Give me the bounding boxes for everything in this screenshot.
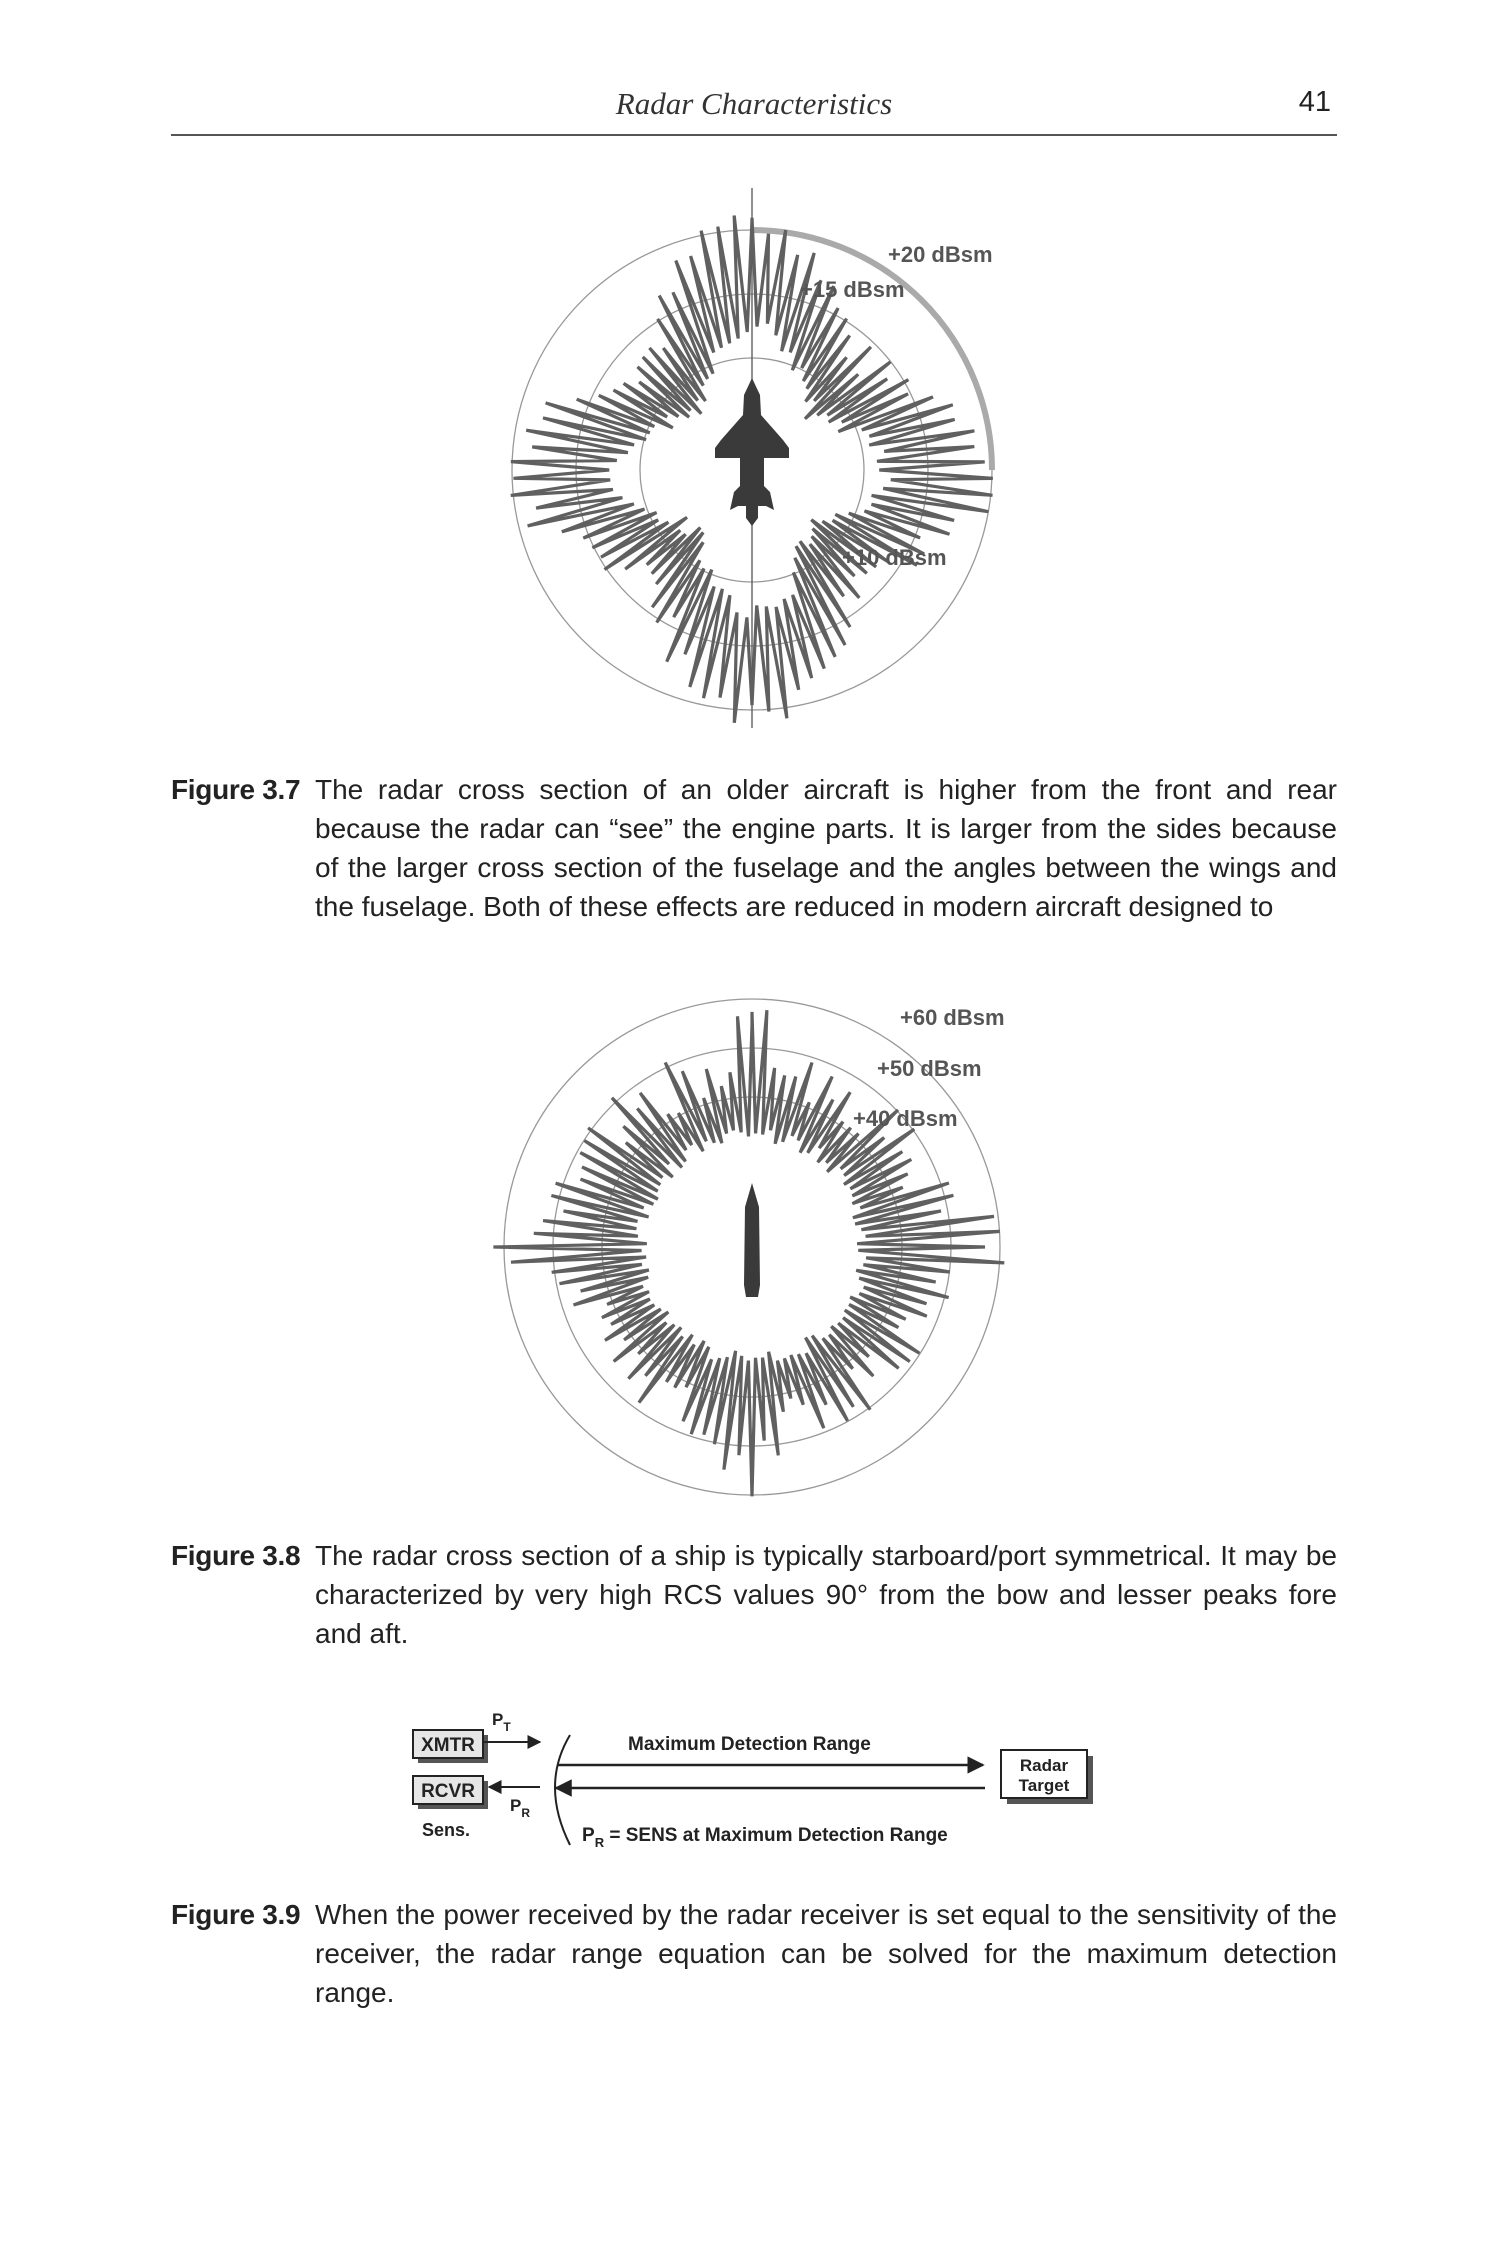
running-title: Radar Characteristics bbox=[615, 86, 893, 121]
rcvr-label: RCVR bbox=[421, 1781, 475, 1802]
caption-label: Figure 3.7 bbox=[171, 774, 301, 805]
radar-target-line-2: Target bbox=[1018, 1776, 1070, 1795]
pr-equals-sens-label: $P_R$ = SENS at Maximum Detection Range bbox=[582, 1825, 948, 1850]
label-plus-40-dbsm: +40 dBsm bbox=[853, 1106, 958, 1131]
xmtr-box bbox=[413, 1730, 488, 1763]
caption-label: Figure 3.8 bbox=[171, 1540, 301, 1571]
rcvr-box bbox=[413, 1776, 488, 1809]
sens-label: Sens. bbox=[422, 1820, 471, 1840]
radar-target-line-1: Radar bbox=[1019, 1756, 1069, 1775]
label-plus-15-dbsm: +15 dBsm bbox=[800, 277, 905, 302]
label-plus-20-dbsm: +20 dBsm bbox=[888, 242, 993, 267]
figure-3-7-aircraft-rcs-plot bbox=[470, 180, 1030, 740]
aircraft-silhouette bbox=[715, 378, 789, 526]
label-plus-50-dbsm: +50 dBsm bbox=[877, 1056, 982, 1081]
pt-label: $P_T$ bbox=[492, 1710, 511, 1734]
caption-label: Figure 3.9 bbox=[171, 1899, 301, 1930]
label-plus-60-dbsm: +60 dBsm bbox=[900, 1005, 1005, 1030]
radar-target-box bbox=[1001, 1750, 1093, 1804]
figure-3-8-ship-rcs-plot bbox=[470, 985, 1030, 1505]
caption-text: The radar cross section of a ship is typically starboard/port symmetrical. It may be characterized by very high RCS values 90° from the bow and lesser peaks fore and aft. bbox=[315, 1540, 1337, 1649]
pr-label: $P_R$ bbox=[510, 1796, 531, 1820]
max-detection-range-label: Maximum Detection Range bbox=[628, 1734, 871, 1755]
xmtr-label: XMTR bbox=[421, 1735, 475, 1756]
figure-3-9-detection-range-diagram bbox=[400, 1705, 1120, 1865]
page-number: 41 bbox=[1298, 86, 1331, 118]
running-header bbox=[171, 80, 1337, 136]
ship-silhouette bbox=[744, 1183, 760, 1297]
wavefront-bracket bbox=[555, 1735, 570, 1845]
caption-text: When the power received by the radar receiver is set equal to the sensitivity of the receiver, the radar range equation can be solved for the maximum detection range. bbox=[315, 1899, 1337, 2008]
label-plus-10-dbsm: +10 dBsm bbox=[842, 545, 947, 570]
caption-text: The radar cross section of an older aircraft is higher from the front and rear because the radar can “see” the engine parts. It is larger from the sides because of the larger cross section of the fuselage and the angles between the wings and the fuselage. Both of these effects are reduced in modern aircraft designed to bbox=[315, 774, 1337, 922]
